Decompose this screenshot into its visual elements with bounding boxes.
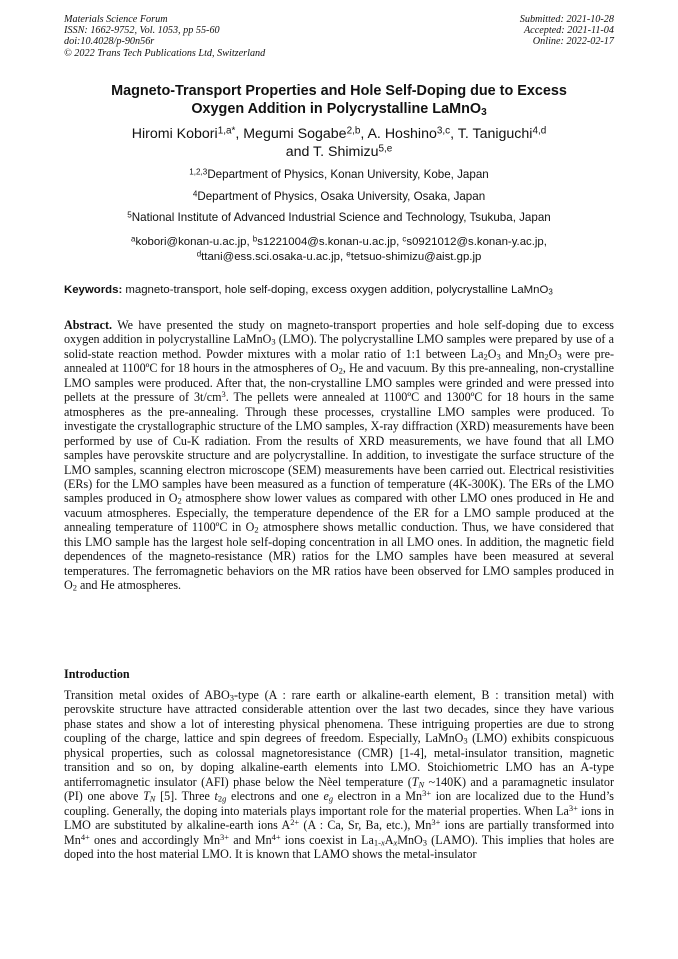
introduction-text: Transition metal oxides of $ABO_3$-type (A : rare earth or alkaline-earth element, B : transition metal) with perovskite structure have attracted considerable attention over the last two decades, since they have various phase states and show a lot of interesting physical phenomena. These intriguing properties are due to strong coupling of the charge, lattice and spin degrees of freedom. Especially, LaMnO$_3$ (LMO) exhibits conspicuous physical properties, such as colossal magnetoresistance (CMR) [1-4], metal-insulator transition, magnetic transition and so on, by doping alkaline-earth elements into LMO. Stoichiometric LMO has an A-type antiferromagnetic insulator (AFI) phase below the Nèel temperature ($T_N$ ~140K) and a paramagnetic insulator (PI) one above $T_N$ [5]. Three $t_{2g}$ electrons and one $e_g$ electron in a $Mn^{3+}$ ion are localized due to the Hund’s coupling. Generally, the doping into materials plays important role for the material properties. When $La^{3+}$ ions in LMO are substituted by alkaline-earth ions $A^{2+}$ (A : Ca, Sr, Ba, etc.), $Mn^{3+}$ ions are partially transformed into $Mn^{4+}$ ones and accordingly $Mn^{3+}$ and $Mn^{4+}$ ions coexist in $La_{1-x}A_xMnO_3$ (LAMO). This implies that holes are doped into the host material LMO. It is known that LAMO shows the metal-insulator bbox=[64, 688, 615, 861]
author-sup: 4,d bbox=[532, 125, 547, 137]
paper-title bbox=[64, 82, 614, 118]
author-sup: 2,b bbox=[346, 125, 361, 137]
author-name: A. Hoshino bbox=[367, 126, 437, 142]
abstract-text: We have presented the study on magneto-transport properties and hole self-doping due to excess oxygen addition in polycrystalline LaMnO$_3$ (LMO). The polycrystalline LMO samples were prepared by use of a solid-state reaction method. Powder mixtures with a molar ratio of 1:1 between $La_2O_3$ and $Mn_2O_3$ were pre-annealed at 1100ºC for 18 hours in the atmospheres of $O_2$, He and vacuum. By this pre-annealing, non-crystalline LMO samples were produced. After that, the non-crystalline LMO samples were grinded and were pressed into pellets at the pressure of $3t/cm^3$. The pellets were annealed at 1100ºC and 1300ºC for 18 hours in the same atmospheres as the pre-annealing. Through these processes, crystalline LMO samples were produced. To investigate the crystallographic structure of the LMO samples, X-ray diffraction (XRD) measurements have been performed by use of Cu-K radiation. From the results of XRD measurements, we have found that all LMO samples have perovskite structure and are polycrystalline. In addition, to investigate the surface structure of the LMO samples, scanning electron microscope (SEM) measurements have been carried out. Electrical resistivities (ERs) for the LMO samples have been measured as a function of temperature (4K-300K). The ERs of the LMO samples produced in $O_2$ atmosphere show lower values as compared with other LMO ones produced in He and vacuum atmospheres. Especially, the temperature dependence of the ER for a LMO sample produced at the annealing temperature of 1100ºC in $O_2$ atmosphere shows metallic conduction. Thus, we have considered that this LMO sample has the largest hole self-doping concentration in all LMO ones. In addition, the magnetic field dependences of the magneto-resistance (MR) ratios for the LMO samples have been measured at several temperatures. The ferromagnetic behaviors on the MR ratios have been observed for LMO samples produced in $O_2$ and He atmospheres. bbox=[64, 318, 615, 593]
keywords-label: Keywords: bbox=[64, 284, 123, 296]
email-address[interactable]: tetsuo-shimizu@aist.gp.jp bbox=[350, 250, 482, 263]
keywords bbox=[64, 283, 620, 297]
abstract-label: Abstract. bbox=[64, 318, 113, 332]
author-sup: 3,c bbox=[436, 125, 451, 137]
affiliation-sup: 5 bbox=[127, 210, 132, 220]
email-line-1 bbox=[64, 235, 614, 250]
email-line-2 bbox=[64, 250, 614, 265]
affiliation-text: Department of Physics, Osaka University, Osaka, Japan bbox=[197, 190, 486, 203]
email-sup: c bbox=[402, 234, 407, 244]
author-sep: , bbox=[360, 126, 368, 142]
accepted-date: Accepted: 2021-11-04 bbox=[523, 25, 614, 37]
author-line-2 bbox=[64, 143, 614, 161]
author-sep: , bbox=[450, 126, 458, 142]
journal-issn: ISSN: 1662-9752, Vol. 1053, pp 55-60 bbox=[64, 25, 220, 37]
abstract bbox=[64, 318, 614, 593]
affiliation-sup: 4 bbox=[192, 189, 198, 199]
affiliation-text: National Institute of Advanced Industrial Science and Technology, Tsukuba, Japan bbox=[131, 211, 551, 224]
introduction-heading: Introduction bbox=[64, 667, 130, 681]
email-sup: a bbox=[131, 234, 136, 244]
title-line-1: Magneto-Transport Properties and Hole Self-Doping due to Excess bbox=[111, 83, 567, 99]
keywords-text: magneto-transport, hole self-doping, excess oxygen addition, polycrystalline LaMnO bbox=[122, 284, 549, 296]
author-name: Hiromi Kobori bbox=[131, 126, 218, 142]
journal-doi: doi:10.4028/p-90n56r bbox=[64, 36, 155, 48]
journal-copyright: © 2022 Trans Tech Publications Ltd, Switzerland bbox=[64, 47, 266, 59]
author-sup: 1,a* bbox=[217, 125, 236, 137]
author-list bbox=[64, 125, 614, 161]
title-line-2-text: Oxygen Addition in Polycrystalline LaMnO bbox=[191, 101, 482, 117]
submitted-date: Submitted: 2021-10-28 bbox=[519, 14, 614, 25]
affiliation-3 bbox=[64, 211, 614, 225]
author-sep: , bbox=[235, 126, 244, 142]
author-name: T. Taniguchi bbox=[457, 126, 533, 142]
author-name: Megumi Sogabe bbox=[243, 126, 347, 142]
affiliation-sup: 1,2,3 bbox=[189, 167, 208, 177]
affiliation-text: Department of Physics, Konan University, Kobe, Japan bbox=[207, 168, 489, 181]
affiliation-1 bbox=[64, 168, 614, 182]
email-address[interactable]: s1221004@s.konan-u.ac.jp, bbox=[257, 236, 403, 248]
title-line-2 bbox=[64, 100, 614, 118]
email-sup: d bbox=[196, 248, 202, 258]
journal-info bbox=[64, 14, 265, 59]
email-sup: b bbox=[252, 234, 258, 244]
title-subscript: 3 bbox=[481, 107, 487, 119]
email-sup: e bbox=[346, 248, 351, 258]
author-name: and T. Shimizu bbox=[285, 144, 379, 160]
publication-dates bbox=[520, 14, 614, 48]
email-address[interactable]: kobori@konan-u.ac.jp, bbox=[135, 236, 253, 248]
keywords-subscript: 3 bbox=[548, 287, 553, 297]
online-date: Online: 2022-02-17 bbox=[532, 36, 614, 48]
affiliation-2 bbox=[64, 190, 614, 204]
author-emails bbox=[64, 235, 614, 264]
email-address[interactable]: s0921012@s.konan-y.ac.jp, bbox=[406, 236, 547, 248]
email-address[interactable]: ttani@ess.sci.osaka-u.ac.jp, bbox=[201, 250, 347, 263]
journal-name: Materials Science Forum bbox=[64, 14, 168, 25]
author-line-1 bbox=[64, 125, 614, 143]
author-sup: 5,e bbox=[378, 143, 393, 155]
